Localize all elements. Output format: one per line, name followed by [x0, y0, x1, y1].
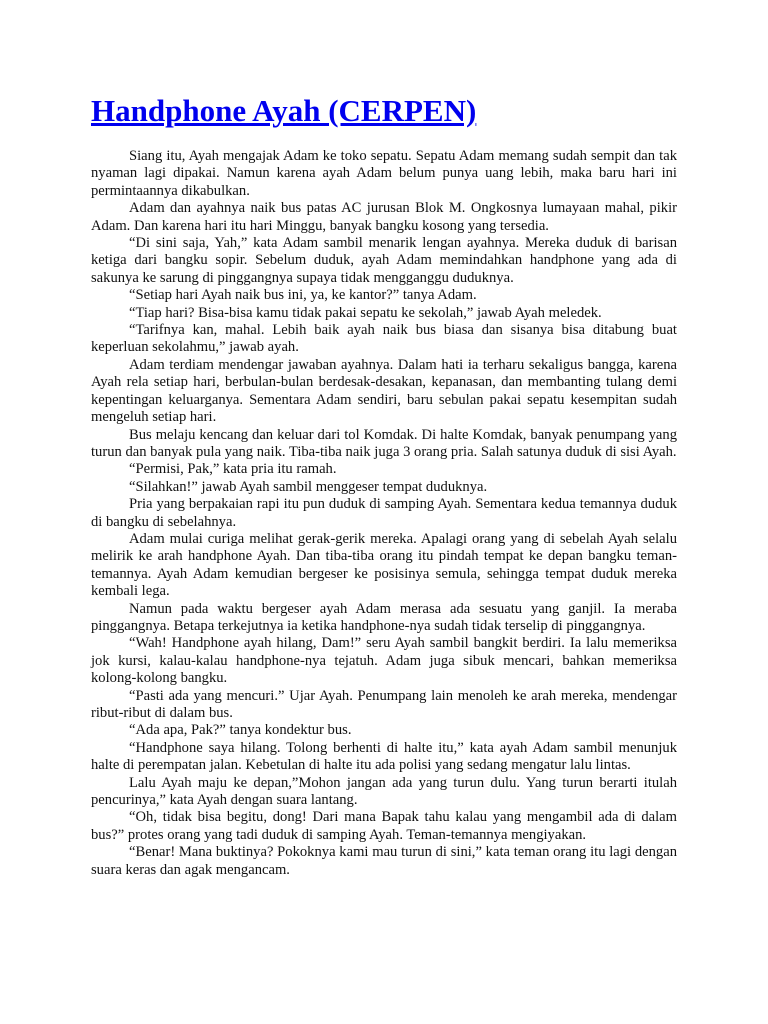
- story-body: [91, 148, 677, 879]
- story-paragraph: Adam terdiam mendengar jawaban ayahnya. Dalam hati ia terharu sekaligus bangga, karena Ayah rela setiap hari, berbulan-bulan berdesak-desakan, kepanasan, dan membanting tulang demi kepentingan keluarganya. Sementara Adam sendiri, baru sebulan pakai sepatu kesempitan sudah mengeluh setiap hari.: [91, 356, 677, 426]
- story-paragraph: Adam mulai curiga melihat gerak-gerik mereka. Apalagi orang yang di sebelah Ayah selalu melirik ke arah handphone Ayah. Dan tiba-tiba orang itu pindah tempat ke depan bangku teman-temannya. Ayah Adam kemudian bergeser ke posisinya semula, sehingga tempat duduk mereka kembali lega.: [91, 530, 677, 600]
- story-paragraph: “Setiap hari Ayah naik bus ini, ya, ke kantor?” tanya Adam.: [129, 287, 477, 304]
- page-title[interactable]: Handphone Ayah (CERPEN): [91, 93, 477, 128]
- story-paragraph: “Oh, tidak bisa begitu, dong! Dari mana Bapak tahu kalau yang mengambil ada di dalam bus?” protes orang yang tadi duduk di samping Ayah. Teman-temannya mengiyakan.: [91, 809, 677, 843]
- story-paragraph: Lalu Ayah maju ke depan,”Mohon jangan ada yang turun dulu. Yang turun berarti itulah pencurinya,” kata Ayah dengan suara lantang.: [91, 774, 677, 809]
- story-paragraph: Namun pada waktu bergeser ayah Adam merasa ada sesuatu yang ganjil. Ia meraba pinggangnya. Betapa terkejutnya ia ketika handphone-nya sudah tidak terselip di pinggangnya.: [91, 600, 677, 634]
- story-paragraph: “Benar! Mana buktinya? Pokoknya kami mau turun di sini,” kata teman orang itu lagi dengan suara keras dan agak mengancam.: [91, 844, 677, 878]
- story-paragraph: “Tiap hari? Bisa-bisa kamu tidak pakai sepatu ke sekolah,” jawab Ayah meledek.: [129, 304, 602, 321]
- story-paragraph: “Tarifnya kan, mahal. Lebih baik ayah naik bus biasa dan sisanya bisa ditabung buat keperluan sekolahmu,” jawab ayah.: [91, 322, 677, 356]
- story-paragraph: Pria yang berpakaian rapi itu pun duduk di samping Ayah. Sementara kedua temannya duduk di bangku di sebelahnya.: [91, 496, 677, 530]
- story-paragraph: “Ada apa, Pak?” tanya kondektur bus.: [129, 722, 352, 739]
- story-paragraph: “Handphone saya hilang. Tolong berhenti di halte itu,” kata ayah Adam sambil menunjuk halte di perempatan jalan. Kebetulan di halte itu ada polisi yang sedang mengatur lalu lintas.: [91, 739, 677, 774]
- story-paragraph: “Pasti ada yang mencuri.” Ujar Ayah. Penumpang lain menoleh ke arah mereka, mendengar ribut-ribut di dalam bus.: [91, 687, 677, 721]
- story-paragraph: Siang itu, Ayah mengajak Adam ke toko sepatu. Sepatu Adam memang sudah sempit dan tak nyaman lagi dipakai. Namun karena ayah Adam belum punya uang lebih, maka baru hari ini permintaannya dikabulkan.: [91, 148, 677, 199]
- story-paragraph: Bus melaju kencang dan keluar dari tol Komdak. Di halte Komdak, banyak penumpang yang turun dan banyak pula yang naik. Tiba-tiba naik juga 3 orang pria. Salah satunya duduk di sisi Ayah.: [91, 426, 677, 460]
- story-paragraph: “Di sini saja, Yah,” kata Adam sambil menarik lengan ayahnya. Mereka duduk di barisan ketiga dari bangku sopir. Sebelum duduk, ayah Adam memindahkan handphone yang ada di sakunya ke sarung di pinggangnya supaya tidak mengganggu duduknya.: [91, 235, 677, 286]
- story-paragraph: “Permisi, Pak,” kata pria itu ramah.: [129, 461, 337, 478]
- story-paragraph: Adam dan ayahnya naik bus patas AC jurusan Blok M. Ongkosnya lumayaan mahal, pikir Adam. Dan karena hari itu hari Minggu, banyak bangku kosong yang tersedia.: [91, 200, 677, 234]
- story-paragraph: “Silahkan!” jawab Ayah sambil menggeser tempat duduknya.: [129, 478, 488, 495]
- story-paragraph: “Wah! Handphone ayah hilang, Dam!” seru Ayah sambil bangkit berdiri. Ia lalu memeriksa jok kursi, kalau-kalau handphone-nya tejatuh. Adam juga sibuk mencari, bahkan memeriksa kolong-kolong bangku.: [91, 635, 677, 687]
